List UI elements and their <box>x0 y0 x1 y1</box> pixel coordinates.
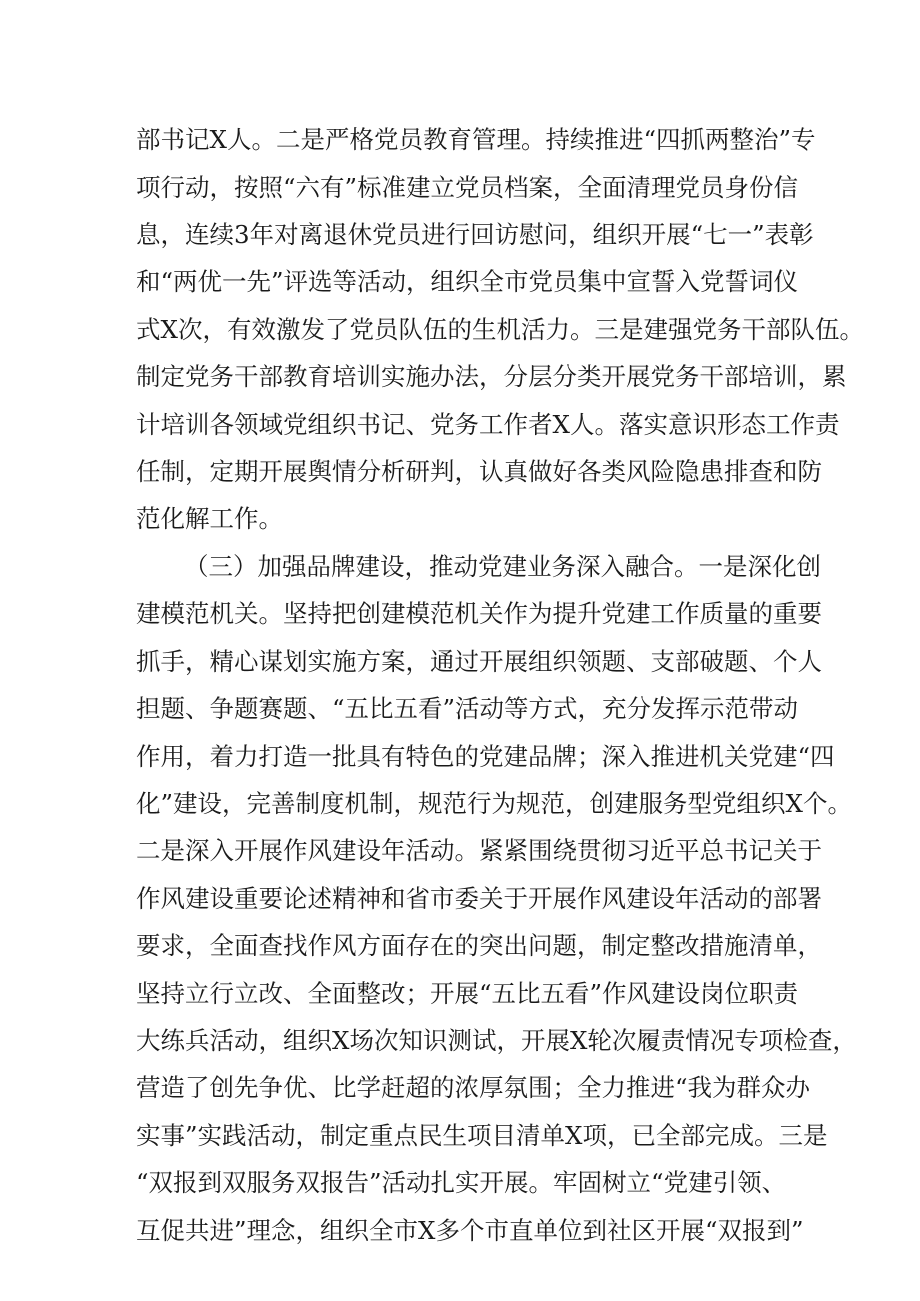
text-line: 制定党务干部教育培训实施办法，分层分类开展党务干部培训，累 <box>136 362 847 391</box>
text-line: 担题、争题赛题、“五比五看”活动等方式，充分发挥示范带动 <box>136 694 799 723</box>
text-line: 式X次，有效激发了党员队伍的生机活力。三是建强党务干部队伍。 <box>136 315 864 344</box>
text-line: 任制，定期开展舆情分析研判，认真做好各类风险隐患排查和防 <box>136 457 822 486</box>
text-line: 抓手，精心谋划实施方案，通过开展组织领题、支部破题、个人 <box>136 647 822 676</box>
text-line: 作风建设重要论述精神和省市委关于开展作风建设年活动的部署 <box>136 884 822 913</box>
text-line: 息，连续3年对离退休党员进行回访慰问，组织开展“七一”表彰 <box>136 220 814 249</box>
text-line: 范化解工作。 <box>136 504 283 533</box>
text-line: 建模范机关。坚持把创建模范机关作为提升党建工作质量的重要 <box>136 599 822 628</box>
text-line: 营造了创先争优、比学赶超的浓厚氛围；全力推进“我为群众办 <box>136 1073 811 1102</box>
text-line: 大练兵活动，组织X场次知识测试，开展X轮次履责情况专项检查， <box>136 1026 857 1055</box>
text-line: “双报到双服务双报告”活动扎实开展。牢固树立“党建引领、 <box>136 1168 787 1197</box>
text-line: 实事”实践活动，制定重点民生项目清单X项，已全部完成。三是 <box>136 1121 828 1150</box>
text-line: 计培训各领域党组织书记、党务工作者X人。落实意识形态工作责 <box>136 410 840 439</box>
text-line: 二是深入开展作风建设年活动。紧紧围绕贯彻习近平总书记关于 <box>136 836 822 865</box>
section-heading-line: （三）加强品牌建设，推动党建业务深入融合。一是深化创 <box>184 552 821 581</box>
text-line: 要求，全面查找作风方面存在的突出问题，制定整改措施清单， <box>136 931 822 960</box>
text-line: 项行动，按照“六有”标准建立党员档案，全面清理党员身份信 <box>136 173 799 202</box>
text-line: 部书记X人。二是严格党员教育管理。持续推进“四抓两整治”专 <box>136 125 816 154</box>
text-line: 作用，着力打造一批具有特色的党建品牌；深入推进机关党建“四 <box>136 742 835 771</box>
text-line: 互促共进”理念，组织全市X多个市直单位到社区开展“双报到” <box>136 1216 804 1245</box>
text-line: 坚持立行立改、全面整改；开展“五比五看”作风建设岗位职责 <box>136 979 799 1008</box>
text-line: 化”建设，完善制度机制，规范行为规范，创建服务型党组织X个。 <box>136 789 852 818</box>
text-line: 和“两优一先”评选等活动，组织全市党员集中宣誓入党誓词仪 <box>136 267 799 296</box>
